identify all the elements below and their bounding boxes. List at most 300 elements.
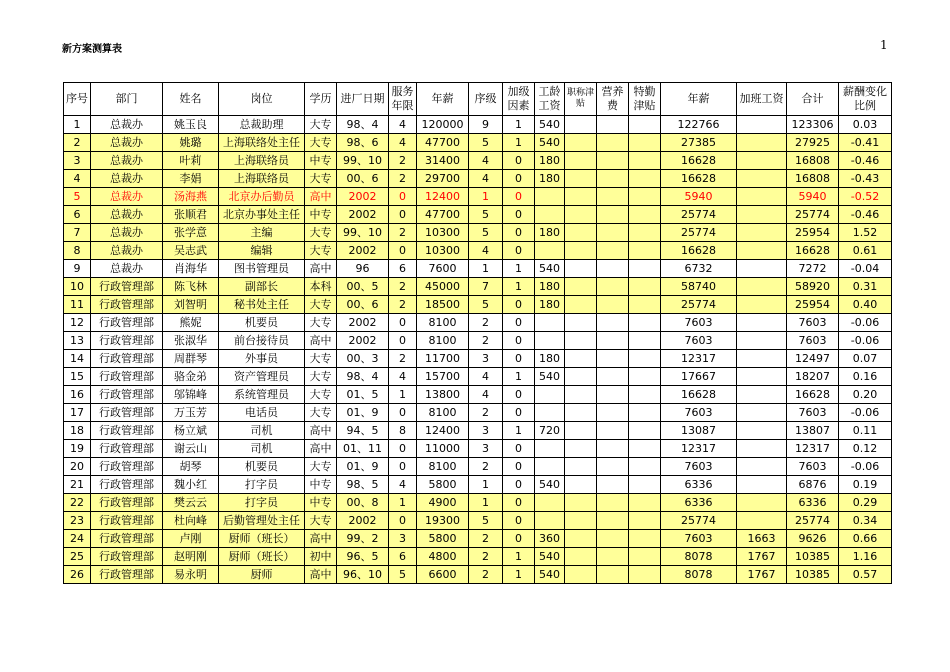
table-row xyxy=(64,224,892,242)
table-cell: 卢刚 xyxy=(163,530,219,548)
table-cell: 厨师（班长） xyxy=(219,530,305,548)
table-cell: 8100 xyxy=(417,404,469,422)
table-cell xyxy=(737,224,787,242)
table-cell xyxy=(565,548,597,566)
table-cell xyxy=(629,116,661,134)
table-cell xyxy=(737,368,787,386)
table-cell: 行政管理部 xyxy=(91,386,163,404)
table-cell: 7603 xyxy=(661,314,737,332)
table-cell: 6 xyxy=(64,206,91,224)
table-cell: 12317 xyxy=(787,440,839,458)
table-cell: 7272 xyxy=(787,260,839,278)
col-header: 进厂日期 xyxy=(337,83,389,116)
table-cell xyxy=(565,188,597,206)
table-cell: 122766 xyxy=(661,116,737,134)
table-cell xyxy=(565,350,597,368)
table-cell: 7603 xyxy=(787,332,839,350)
table-cell: -0.41 xyxy=(839,134,892,152)
table-cell: 18500 xyxy=(417,296,469,314)
table-cell: 0.34 xyxy=(839,512,892,530)
table-cell: 机要员 xyxy=(219,458,305,476)
table-cell: 肖海华 xyxy=(163,260,219,278)
table-cell: 1 xyxy=(389,386,417,404)
table-cell xyxy=(737,188,787,206)
table-cell xyxy=(629,188,661,206)
table-cell: 6 xyxy=(389,548,417,566)
table-cell: 4 xyxy=(389,116,417,134)
table-row xyxy=(64,440,892,458)
table-cell: 高中 xyxy=(305,188,337,206)
table-cell: 8078 xyxy=(661,548,737,566)
col-header: 特勤津贴 xyxy=(629,83,661,116)
table-row xyxy=(64,296,892,314)
table-cell: 00、8 xyxy=(337,494,389,512)
table-cell xyxy=(737,314,787,332)
table-cell: 10 xyxy=(64,278,91,296)
table-cell: 厨师（班长） xyxy=(219,548,305,566)
table-cell: 01、11 xyxy=(337,440,389,458)
table-cell xyxy=(737,440,787,458)
table-cell: 刘智明 xyxy=(163,296,219,314)
table-cell: 123306 xyxy=(787,116,839,134)
document-title: 新方案测算表 xyxy=(62,44,122,55)
table-cell: 1 xyxy=(503,566,535,584)
table-cell: 9626 xyxy=(787,530,839,548)
table-cell: 0.07 xyxy=(839,350,892,368)
table-cell: 13 xyxy=(64,332,91,350)
table-cell: 14 xyxy=(64,350,91,368)
table-cell: 0 xyxy=(503,332,535,350)
header-row xyxy=(64,83,892,116)
table-cell: 13807 xyxy=(787,422,839,440)
table-cell: 高中 xyxy=(305,440,337,458)
table-cell: 7603 xyxy=(787,314,839,332)
table-cell xyxy=(737,458,787,476)
table-cell: 1 xyxy=(469,494,503,512)
table-cell: 0 xyxy=(503,530,535,548)
table-cell: 李娟 xyxy=(163,170,219,188)
table-cell: 16628 xyxy=(787,386,839,404)
table-cell: 行政管理部 xyxy=(91,458,163,476)
table-cell: 27385 xyxy=(661,134,737,152)
table-cell: 98、4 xyxy=(337,116,389,134)
table-cell: 上海联络员 xyxy=(219,170,305,188)
table-cell: 720 xyxy=(535,422,565,440)
table-cell: 2002 xyxy=(337,242,389,260)
table-body xyxy=(64,116,892,584)
table-cell: 厨师 xyxy=(219,566,305,584)
table-cell xyxy=(597,116,629,134)
col-header: 序级 xyxy=(469,83,503,116)
table-cell xyxy=(629,476,661,494)
table-cell xyxy=(629,260,661,278)
table-cell: 0.19 xyxy=(839,476,892,494)
table-cell: 4 xyxy=(64,170,91,188)
table-cell: 0 xyxy=(503,494,535,512)
col-header: 部门 xyxy=(91,83,163,116)
table-cell: 1 xyxy=(469,260,503,278)
table-cell: 8100 xyxy=(417,314,469,332)
table-cell: 11000 xyxy=(417,440,469,458)
table-cell: 0.16 xyxy=(839,368,892,386)
table-cell: 47700 xyxy=(417,134,469,152)
table-cell xyxy=(597,494,629,512)
table-cell: 高中 xyxy=(305,332,337,350)
table-cell xyxy=(737,134,787,152)
table-cell xyxy=(535,242,565,260)
table-cell xyxy=(597,314,629,332)
table-cell: 张顺君 xyxy=(163,206,219,224)
table-cell: 540 xyxy=(535,368,565,386)
table-cell xyxy=(535,206,565,224)
table-cell: 6 xyxy=(389,260,417,278)
table-cell xyxy=(565,368,597,386)
table-cell: 大专 xyxy=(305,224,337,242)
table-row xyxy=(64,530,892,548)
table-cell xyxy=(597,566,629,584)
table-cell: 谢云山 xyxy=(163,440,219,458)
table-cell: 25774 xyxy=(787,512,839,530)
table-cell: 26 xyxy=(64,566,91,584)
table-cell: 2 xyxy=(469,404,503,422)
table-row xyxy=(64,458,892,476)
table-cell xyxy=(629,548,661,566)
table-cell: 0 xyxy=(389,314,417,332)
col-header: 薪酬变化比例 xyxy=(839,83,892,116)
table-cell: 行政管理部 xyxy=(91,368,163,386)
table-cell: 5 xyxy=(389,566,417,584)
table-cell: 2 xyxy=(469,530,503,548)
table-cell xyxy=(629,404,661,422)
table-cell xyxy=(597,296,629,314)
table-cell: 12 xyxy=(64,314,91,332)
table-cell: 120000 xyxy=(417,116,469,134)
table-cell: 540 xyxy=(535,476,565,494)
table-row xyxy=(64,206,892,224)
table-cell: 16 xyxy=(64,386,91,404)
table-row xyxy=(64,260,892,278)
table-cell: 0.61 xyxy=(839,242,892,260)
table-cell: 27925 xyxy=(787,134,839,152)
table-cell: 前台接待员 xyxy=(219,332,305,350)
table-cell xyxy=(597,440,629,458)
col-header: 学历 xyxy=(305,83,337,116)
table-cell: 高中 xyxy=(305,566,337,584)
table-row xyxy=(64,242,892,260)
table-cell: 180 xyxy=(535,152,565,170)
table-cell xyxy=(565,260,597,278)
table-cell: 7603 xyxy=(661,458,737,476)
table-cell: 0 xyxy=(389,242,417,260)
col-header: 姓名 xyxy=(163,83,219,116)
table-cell: 熊妮 xyxy=(163,314,219,332)
table-cell xyxy=(565,476,597,494)
table-cell: 5940 xyxy=(661,188,737,206)
table-cell: 4 xyxy=(389,134,417,152)
table-cell: 6876 xyxy=(787,476,839,494)
table-cell: 2 xyxy=(469,332,503,350)
table-cell: 2 xyxy=(389,152,417,170)
table-cell: 大专 xyxy=(305,296,337,314)
table-cell: 4 xyxy=(469,152,503,170)
table-cell: 2 xyxy=(389,170,417,188)
table-cell xyxy=(597,512,629,530)
table-cell: 编辑 xyxy=(219,242,305,260)
table-cell: 陈飞林 xyxy=(163,278,219,296)
table-cell: 总裁办 xyxy=(91,224,163,242)
table-cell: 3 xyxy=(469,422,503,440)
col-header: 序号 xyxy=(64,83,91,116)
table-cell xyxy=(737,386,787,404)
table-cell: 1.16 xyxy=(839,548,892,566)
table-cell: 0 xyxy=(503,152,535,170)
table-cell: 0.40 xyxy=(839,296,892,314)
table-cell: 后勤管理处主任 xyxy=(219,512,305,530)
table-cell: 1.52 xyxy=(839,224,892,242)
table-cell: 2 xyxy=(469,458,503,476)
table-cell: 1767 xyxy=(737,566,787,584)
table-cell: 北京办事处主任 xyxy=(219,206,305,224)
table-cell: 0 xyxy=(503,512,535,530)
table-cell xyxy=(737,116,787,134)
table-cell: 0.03 xyxy=(839,116,892,134)
table-cell: 21 xyxy=(64,476,91,494)
table-cell xyxy=(565,530,597,548)
table-cell: 29700 xyxy=(417,170,469,188)
table-cell: 99、2 xyxy=(337,530,389,548)
table-cell: 12497 xyxy=(787,350,839,368)
col-header: 年薪 xyxy=(417,83,469,116)
table-cell: 25 xyxy=(64,548,91,566)
table-cell xyxy=(565,332,597,350)
table-cell: 4 xyxy=(469,170,503,188)
table-cell: 高中 xyxy=(305,530,337,548)
table-cell: 96、10 xyxy=(337,566,389,584)
table-cell: 1 xyxy=(503,116,535,134)
table-cell: 总裁办 xyxy=(91,206,163,224)
col-header: 加级因素 xyxy=(503,83,535,116)
table-cell: 1 xyxy=(503,422,535,440)
table-cell: 6336 xyxy=(661,494,737,512)
table-cell: 司机 xyxy=(219,440,305,458)
table-cell xyxy=(565,296,597,314)
table-row xyxy=(64,512,892,530)
table-cell: 00、5 xyxy=(337,278,389,296)
table-cell xyxy=(535,440,565,458)
table-row xyxy=(64,332,892,350)
table-cell: 12400 xyxy=(417,188,469,206)
table-cell: 高中 xyxy=(305,260,337,278)
table-cell xyxy=(629,170,661,188)
table-cell: 7603 xyxy=(661,332,737,350)
table-cell: 杨立斌 xyxy=(163,422,219,440)
table-cell: 行政管理部 xyxy=(91,494,163,512)
table-cell xyxy=(597,548,629,566)
table-cell xyxy=(597,152,629,170)
table-cell xyxy=(535,494,565,512)
table-cell: 大专 xyxy=(305,242,337,260)
table-cell: 0 xyxy=(389,332,417,350)
table-cell: 大专 xyxy=(305,404,337,422)
table-cell: 2 xyxy=(389,224,417,242)
table-cell xyxy=(565,458,597,476)
table-cell: 58740 xyxy=(661,278,737,296)
table-cell: 0 xyxy=(503,404,535,422)
table-cell xyxy=(597,476,629,494)
table-cell: 北京办后勤员 xyxy=(219,188,305,206)
table-cell: 图书管理员 xyxy=(219,260,305,278)
table-cell: 0 xyxy=(389,206,417,224)
table-cell: 7600 xyxy=(417,260,469,278)
table-cell xyxy=(597,224,629,242)
table-cell: 2 xyxy=(469,566,503,584)
table-cell: 大专 xyxy=(305,170,337,188)
table-cell: 1 xyxy=(503,134,535,152)
table-cell: 0.29 xyxy=(839,494,892,512)
table-cell: 大专 xyxy=(305,116,337,134)
table-cell: 540 xyxy=(535,548,565,566)
page-number: 1 xyxy=(880,38,888,52)
table-cell: 电话员 xyxy=(219,404,305,422)
table-cell: 姚璐 xyxy=(163,134,219,152)
table-cell: 2 xyxy=(469,314,503,332)
table-cell: 0 xyxy=(389,440,417,458)
table-cell: 3 xyxy=(469,440,503,458)
table-cell: 行政管理部 xyxy=(91,548,163,566)
table-cell xyxy=(737,206,787,224)
table-cell: 8078 xyxy=(661,566,737,584)
table-cell: 行政管理部 xyxy=(91,440,163,458)
table-cell: 99、10 xyxy=(337,152,389,170)
table-cell: 周群琴 xyxy=(163,350,219,368)
table-row xyxy=(64,278,892,296)
table-cell: 6336 xyxy=(661,476,737,494)
table-cell xyxy=(737,512,787,530)
table-cell: 0.66 xyxy=(839,530,892,548)
table-cell: 00、3 xyxy=(337,350,389,368)
table-cell xyxy=(597,170,629,188)
table-cell: 5 xyxy=(469,296,503,314)
table-cell: 8 xyxy=(64,242,91,260)
table-cell: 行政管理部 xyxy=(91,314,163,332)
table-cell: 5 xyxy=(64,188,91,206)
table-cell: 11700 xyxy=(417,350,469,368)
table-row xyxy=(64,548,892,566)
table-cell xyxy=(737,350,787,368)
table-cell xyxy=(737,170,787,188)
table-cell xyxy=(597,332,629,350)
table-cell: 1663 xyxy=(737,530,787,548)
table-cell: 4900 xyxy=(417,494,469,512)
table-cell: 易永明 xyxy=(163,566,219,584)
table-row xyxy=(64,368,892,386)
table-cell: 杜向峰 xyxy=(163,512,219,530)
table-cell: 180 xyxy=(535,170,565,188)
table-cell: 樊云云 xyxy=(163,494,219,512)
table-cell: 0 xyxy=(503,170,535,188)
table-cell: -0.04 xyxy=(839,260,892,278)
table-cell: 0 xyxy=(503,386,535,404)
table-cell: 540 xyxy=(535,116,565,134)
table-cell xyxy=(629,296,661,314)
table-cell: 3 xyxy=(469,350,503,368)
table-cell: 25954 xyxy=(787,224,839,242)
table-cell: 5800 xyxy=(417,530,469,548)
table-cell xyxy=(565,314,597,332)
salary-table xyxy=(63,82,892,584)
table-cell: 540 xyxy=(535,566,565,584)
table-cell: 主编 xyxy=(219,224,305,242)
table-row xyxy=(64,476,892,494)
table-cell: 22 xyxy=(64,494,91,512)
table-cell: 23 xyxy=(64,512,91,530)
table-cell xyxy=(565,242,597,260)
table-cell xyxy=(535,332,565,350)
table-cell: 4 xyxy=(389,476,417,494)
table-cell xyxy=(535,458,565,476)
table-cell: 0 xyxy=(503,206,535,224)
col-header: 职称津贴 xyxy=(565,83,597,116)
table-cell: 大专 xyxy=(305,134,337,152)
table-cell: 5 xyxy=(469,224,503,242)
table-cell: 行政管理部 xyxy=(91,404,163,422)
table-cell: 4 xyxy=(389,368,417,386)
table-cell xyxy=(629,152,661,170)
table-cell xyxy=(629,530,661,548)
table-cell xyxy=(629,440,661,458)
table-cell: 0 xyxy=(503,440,535,458)
table-cell: 5 xyxy=(469,206,503,224)
table-cell: 16628 xyxy=(661,242,737,260)
table-cell: 1 xyxy=(389,494,417,512)
table-cell: 6336 xyxy=(787,494,839,512)
table-cell: 高中 xyxy=(305,422,337,440)
table-cell: 10385 xyxy=(787,566,839,584)
table-cell xyxy=(565,170,597,188)
table-cell: 上海联络处主任 xyxy=(219,134,305,152)
table-cell: 打字员 xyxy=(219,476,305,494)
table-cell xyxy=(565,566,597,584)
table-cell: 2002 xyxy=(337,332,389,350)
table-cell: 19 xyxy=(64,440,91,458)
table-cell: 8100 xyxy=(417,332,469,350)
table-cell: 行政管理部 xyxy=(91,278,163,296)
table-cell xyxy=(565,440,597,458)
table-cell xyxy=(597,350,629,368)
table-cell: 大专 xyxy=(305,350,337,368)
table-cell xyxy=(565,116,597,134)
table-cell: 16808 xyxy=(787,170,839,188)
table-cell: 16808 xyxy=(787,152,839,170)
table-cell xyxy=(535,404,565,422)
table-cell: 11 xyxy=(64,296,91,314)
table-cell: 1 xyxy=(503,548,535,566)
table-cell: 行政管理部 xyxy=(91,530,163,548)
table-cell: 13087 xyxy=(661,422,737,440)
table-cell: 10300 xyxy=(417,242,469,260)
table-cell xyxy=(565,152,597,170)
table-cell: 中专 xyxy=(305,206,337,224)
table-cell: 总裁办 xyxy=(91,260,163,278)
table-cell: 初中 xyxy=(305,548,337,566)
table-cell: 叶莉 xyxy=(163,152,219,170)
table-row xyxy=(64,350,892,368)
table-cell: 47700 xyxy=(417,206,469,224)
table-cell: 行政管理部 xyxy=(91,512,163,530)
table-cell: 行政管理部 xyxy=(91,422,163,440)
table-cell: -0.52 xyxy=(839,188,892,206)
table-row xyxy=(64,116,892,134)
